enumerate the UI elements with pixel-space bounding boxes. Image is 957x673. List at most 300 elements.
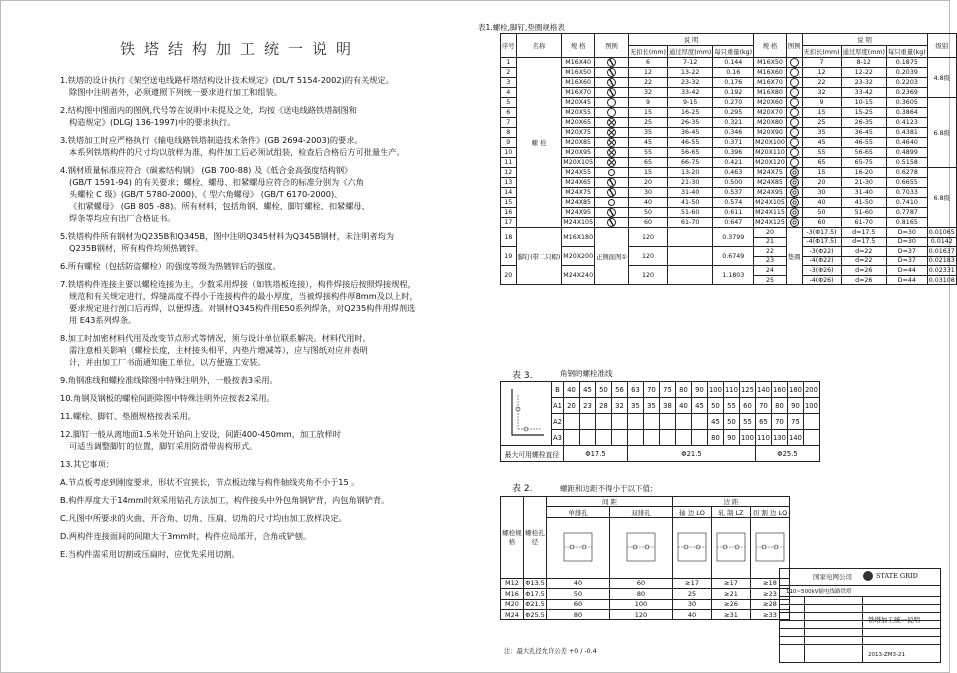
table-cell [579,414,595,430]
bolt-weight: 0.346 [713,128,754,138]
washer-weight: 0.01637 [928,247,955,255]
cell-hole: Φ17.5 [525,589,545,598]
bolt-spec: M24X125 [755,219,785,226]
bolt-nodepth: 15 [802,108,841,118]
bolt-legend-icon [607,108,616,117]
notes-list [60,74,455,566]
table-cell: 100 [803,398,819,414]
legend-cell [786,198,802,208]
bolt-nodepth: 32 [802,88,841,98]
bolt-nodepth: 9 [802,98,841,108]
bolt-grip: 65-75 [841,158,886,168]
bolt-grip: 21-30 [841,178,886,188]
table-cell [803,430,819,446]
bolt-weight: 0.144 [713,58,754,68]
cell-lz: ≥26 [712,599,751,609]
table-row [501,228,957,238]
table-cell: 55 [723,398,739,414]
bolt-weight: 0.5158 [886,158,927,168]
name-bolt: 螺 栓 [516,58,562,228]
col-bolt: 螺栓规格 [501,497,524,579]
bolt-grip: 61-70 [668,218,713,228]
note-line: 要求规定进行剖口后再焊，以便焊透。对钢材Q345构件用E50系列焊条，对Q235构件用焊剂选 [69,303,416,313]
note-line: 4.钢材质量标准应符合《碳素结构钢》 (GB 700-88) 及《低合金高强度结构钢》 [60,165,353,175]
bolt-weight: 0.371 [713,138,754,148]
col-grade: 级别 [927,34,956,58]
bolt-nodepth: 22 [802,78,841,88]
bolt-nodepth: 50 [802,208,841,218]
col-hole: 螺栓孔径 [524,497,547,579]
bolt-weight: 0.611 [713,208,754,218]
bolt-legend-icon [790,88,799,97]
note-line: C.凡图中所要求的火曲、开合角、切角、压扁、切角的尺寸均由加工放样决定。 [60,513,347,523]
bolt-weight: 0.2039 [886,68,927,78]
row-no: 2 [501,68,517,78]
legend-cell [595,128,629,138]
cell-hole: Φ21.5 [525,600,545,609]
table-cell: 75 [787,414,803,430]
bolt-nodepth: 25 [802,118,841,128]
table-cell: 35 [627,398,643,414]
bolt-legend-icon [607,68,616,77]
table-cell: 50 [707,398,723,414]
table-cell: 75 [659,382,675,398]
table-cell [595,414,611,430]
washer-D: D=30 [886,237,927,247]
row-no: 18 [501,228,517,247]
legend-cell [595,148,629,158]
note-item [60,392,455,404]
note-item [60,104,455,128]
bolt-legend-icon [608,199,615,206]
col-single: 单排孔 [547,507,610,517]
bolt-weight: 0.396 [713,148,754,158]
bolt-legend-icon [607,88,616,97]
col-edge: 边 距 [673,497,790,507]
foot-label: 最大可用螺栓直径 [501,446,564,462]
bolt-grip: 21-30 [668,178,713,188]
col-lz: 轧 制 LZ [712,507,751,517]
bolt-nodepth: 25 [628,118,667,128]
washer-d: d=17.5 [841,228,886,238]
washer-no: 21 [754,237,787,247]
bolt-weight: 0.295 [713,108,754,118]
row-no: 12 [501,168,517,178]
note-line: 需注意相关影响（螺栓长度，主材接头相平，内垫片增减等），应与图纸对应并表明 [69,345,368,355]
bolt-spec: M20X45 [562,98,595,108]
table-row [501,108,957,118]
note-line: 2.结构图中图面内的图例,代号等在说明中未提及之处，均按《送电线路铁塔制图和 [60,105,357,115]
table-cell [627,414,643,430]
table-cell: 35 [643,398,659,414]
table-cell [627,430,643,446]
bolt-nodepth: 12 [802,68,841,78]
bolt-nodepth: 6 [628,58,667,68]
legend-cell [786,78,802,88]
washer-weight: 0.02331 [928,266,955,274]
washer-weight: 0.02183 [928,257,955,265]
cell-lq: ≥23 [751,589,790,599]
bolt-spec: M16X50 [562,68,595,78]
state-grid-logo-icon [863,571,873,581]
bolt-grip: 51-60 [841,208,886,218]
note-line: 除图中注明者外，必须遵照下列统一要求进行加工和组装。 [69,87,282,97]
note-line: 13.其它事项： [60,459,114,469]
bolt-nodepth: 35 [802,128,841,138]
bolt-weight: 0.176 [713,78,754,88]
bolt-legend-icon [607,138,616,147]
note-line: B.构件厚度大于14mm时须采用钻孔方法加工，构件接头中外包角钢铲背，内包角钢铲背。 [60,495,390,505]
col-desc: 说 明 [628,34,753,46]
bolt-nodepth: 30 [802,188,841,198]
table-cell: 90 [787,398,803,414]
bolt-grip: 66-75 [668,158,713,168]
bolt-nodepth: 9 [628,98,667,108]
note-line: 5.铁塔构件所有钢材为Q235B和Q345B，图中注明Q345材料为Q345B钢材，未注明者均为 [60,231,395,241]
note-line: 3.铁塔加工时应严格执行《输电线路铁塔制造技术条件》(GB 2694-2003)的要求。 [60,135,363,145]
washer-D: D=30 [886,228,927,238]
legend-cell [595,118,629,128]
cell-hole: Φ13.5 [525,579,545,588]
bolt-grip: 41-50 [668,198,713,208]
legend-cell [786,188,802,198]
table-cell [803,414,819,430]
company-name-en: STATE GRID [876,572,918,580]
note-line: 《扣紧螺母》 (GB 805 -88)。所有材料，包括角钢、螺栓、脚钉螺栓、扣紧螺母、 [69,201,370,211]
pitch-diagram-cell [712,517,751,578]
bolt-grip: 36-45 [841,128,886,138]
table-row [501,178,957,188]
legend-cell [595,178,629,188]
bolt-spec: M16X40 [562,58,595,68]
washer-D: D=44 [886,266,927,276]
legend-cell [595,68,629,78]
row-no: 3 [501,78,517,88]
bolt-weight: 0.500 [713,178,754,188]
step-grip [668,266,713,285]
table-cell [659,430,675,446]
table-row [501,589,790,599]
bolt-spec: M24X95 [754,188,787,198]
cell-single: 80 [547,609,610,619]
bolt-weight: 0.7033 [886,188,927,198]
col-seq: 序号 [501,34,517,58]
washer-d: d=26 [841,275,886,285]
bolt-spec: M16X70 [754,78,787,88]
bolt-nodepth: 15 [628,108,667,118]
bolt-weight: 0.7410 [886,198,927,208]
note-line: 7.铁塔构件连接主要以螺栓连接为主，少数采用焊接（如铁塔板连接），构件焊接后按照焊接规程， [60,279,416,289]
bolt-legend-icon [790,58,799,67]
table-row [501,247,957,257]
row-no: 20 [501,266,517,285]
bolt-spec: M20X110 [755,149,785,156]
bolt-weight: 0.574 [713,198,754,208]
table-cell: 90 [723,430,739,446]
bolt-pitch-table [500,496,790,620]
col-name: 名称 [516,34,562,58]
bolt-legend-icon [790,148,799,157]
step-spec: M16X180 [562,228,595,247]
bolt-weight: 0.6278 [886,168,927,178]
table-row [501,68,957,78]
bolt-spec: M24X105 [563,219,594,226]
legend-cell [786,58,802,68]
col-legend: 图例 [595,34,629,58]
row-no: 16 [501,208,517,218]
table-cell: 110 [755,430,771,446]
table-cell: 200 [803,382,819,398]
bolt-weight: 0.4381 [886,128,927,138]
bolt-weight: 0.2203 [886,78,927,88]
table-cell [611,430,627,446]
cell-single: 40 [547,578,610,588]
note-item [60,494,455,506]
pitch-diagram-cell [547,517,610,578]
bolt-weight: 0.6655 [886,178,927,188]
bolt-spec: M20X60 [754,98,787,108]
washer-D: D=37 [886,256,927,266]
step-nodepth: 120 [628,247,667,266]
col-grip: 通过厚度(mm) [668,46,713,58]
table2-title: 螺距和边距不得小于以下值: [560,484,653,493]
table-row [501,266,957,276]
bolt-spec: M24X85 [754,178,787,188]
row-no: 1 [501,58,517,68]
bolt-grip: 16-25 [668,108,713,118]
note-line: 可适当调整脚钉的位置，脚钉采用防滑带齿构形式。 [69,441,258,451]
bolt-weight: 0.3605 [886,98,927,108]
table-cell [611,414,627,430]
note-item [60,428,455,452]
table3-title: 角钢的螺栓准线 [560,369,613,378]
row-key: A3 [552,430,564,446]
table-row [501,208,957,218]
bolt-nodepth: 32 [628,88,667,98]
bolt-weight: 0.421 [713,158,754,168]
legend-cell [786,68,802,78]
table-row [501,148,957,158]
col-spec: 规 格 [562,34,595,58]
title-block [779,568,941,663]
bolt-spec: M20X55 [562,108,595,118]
bolt-grip: 46-55 [668,138,713,148]
bolt-spec: M24X75 [754,168,787,178]
bolt-grip: 15-25 [841,108,886,118]
col-desc-2: 说 明 [802,34,927,46]
washer-weight: 0.03108 [928,276,955,284]
bolt-weight: 0.270 [713,98,754,108]
table-row [501,88,957,98]
bolt-spec: M24X55 [562,168,595,178]
bolt-grip: 26-35 [668,118,713,128]
bolt-grip: 9-15 [668,98,713,108]
cell-lq: ≥28 [751,599,790,609]
note-line: 计，并由加工厂书面通知施工单位，以方便施工安装。 [69,357,266,367]
cell-lq: ≥33 [751,609,790,619]
drawing-number: 2013-ZM3-21 [868,652,905,658]
step-grip [668,247,713,266]
bolt-grip: 31-40 [668,188,713,198]
cell-double: 100 [610,599,673,609]
table-cell: 70 [643,382,659,398]
bolt-legend-icon [607,148,616,157]
bolt-grip: 46-55 [841,138,886,148]
bolt-grip: 31-40 [841,188,886,198]
bolt-legend-icon [607,188,616,197]
table-cell: 125 [739,382,755,398]
cell-bolt: M12 [501,578,524,588]
table-row [501,78,957,88]
table-row [501,188,957,198]
washer-no: 22 [754,247,787,257]
col-lq: 切 割 边 LQ [751,507,790,517]
bolt-legend-icon [790,108,799,117]
table-row [501,599,790,609]
legend-cell [595,98,629,108]
bolt-grip: 16-20 [841,168,886,178]
note-line: (GB/T 1591-94) 的有关要求；螺栓、螺母、扣紧螺母应符合的标准分别为《六角 [69,177,364,187]
bolt-grip: 7-12 [668,58,713,68]
table-row [501,497,790,507]
bolt-nodepth: 45 [628,138,667,148]
row-key: B [552,382,564,398]
bolt-legend-icon [790,158,799,167]
table-cell: 28 [595,398,611,414]
table-cell [675,414,691,430]
step-weight: 1.1803 [713,266,754,285]
step-spec: M20X200 [562,247,595,266]
table-cell: 38 [659,398,675,414]
washer-d: d=17.5 [841,237,886,247]
table-cell: 100 [707,382,723,398]
bolt-spec-table [500,33,957,285]
washer-label: 垫圈 [786,228,802,285]
table-cell: 20 [563,398,579,414]
step-nodepth: 120 [628,266,667,285]
note-item [60,74,455,98]
table-cell: 63 [627,382,643,398]
table-cell: 45 [691,398,707,414]
table-row [501,382,820,398]
bolt-nodepth: 65 [802,158,841,168]
washer-d: d=22 [841,247,886,257]
legend-cell [786,128,802,138]
bolt-nodepth: 12 [628,68,667,78]
grade: 4.8级 [927,58,956,98]
note-line: 用 E43系列焊条。 [69,315,137,325]
note-line: 头螺栓 C 级》(GB/T 5780-2000)、《 型六角螺母》 (GB/T 6170-2000)、 [69,189,343,199]
table-cell: 140 [787,430,803,446]
washer-spec: -3(Φ17.5) [802,228,841,238]
cell-lo: 40 [673,609,712,619]
legend-cell [595,138,629,148]
table-cell: 130 [771,430,787,446]
table-cell: 80 [707,430,723,446]
bolt-grip: 36-45 [668,128,713,138]
note-item [60,164,455,224]
table-cell: 50 [723,414,739,430]
table-row [501,98,957,108]
bolt-grip: 61-70 [841,218,886,228]
bolt-spec: M16X50 [754,58,787,68]
legend-cell [786,218,802,228]
washer-no: 25 [754,275,787,285]
washer-weight: 0.01065 [928,228,955,236]
bolt-spec: M16X60 [562,78,595,88]
bolt-nodepth: 7 [802,58,841,68]
step-weight: 0.6749 [713,247,754,266]
cell-bolt: M16 [501,589,524,599]
bolt-spec: M20X120 [755,159,785,166]
hole-layout-icon [674,527,710,567]
bolt-grip: 56-65 [841,148,886,158]
bolt-legend-icon [607,218,616,227]
table-cell: 45 [579,382,595,398]
table-cell: 160 [771,382,787,398]
washer-D: D=37 [886,247,927,257]
bolt-grip: 10-15 [841,98,886,108]
table-cell [691,414,707,430]
bolt-legend-icon [607,118,616,127]
washer-no: 20 [754,228,787,238]
row-no: 13 [501,178,517,188]
washer-no: 24 [754,266,787,276]
cell-hole: Φ25.5 [525,610,545,619]
note-line: E.当构件需采用切割或压扁时，应优先采用切割。 [60,549,240,559]
washer-d: d=22 [841,256,886,266]
note-line: 10.角钢及钢板的螺栓间距除图中特殊注明外应按表2采用。 [60,393,275,403]
note-line: Q235B钢材，所有构件均须热镀锌。 [69,243,204,253]
bolt-nodepth: 30 [628,188,667,198]
cell-double: 120 [610,609,673,619]
bolt-legend-icon [790,178,799,187]
note-line: 8.加工时加密材料代用及改变节点形式等情况，须与设计单位联系解决。材料代用时， [60,333,371,343]
row-no: 19 [501,247,517,266]
table-cell [563,414,579,430]
angle-section-icon [504,385,548,441]
legend-cell [786,148,802,158]
legend-cell [786,208,802,218]
foot-cell: Φ21.5 [627,446,755,462]
col-weight: 每只重量(kg) [713,46,754,58]
bolt-legend-icon [790,118,799,127]
bolt-nodepth: 60 [802,218,841,228]
bolt-grip: 12-22 [841,68,886,78]
col-nodepth: 无扣长(mm) [628,46,667,58]
cell-single: 50 [547,589,610,599]
bolt-legend-icon [607,58,616,67]
cell-double: 80 [610,589,673,599]
legend-cell [786,178,802,188]
bolt-legend-icon [790,168,799,177]
bolt-legend-icon [790,188,799,197]
note-item [60,374,455,386]
bolt-nodepth: 15 [802,168,841,178]
legend-cell [786,118,802,128]
note-line: 构造规定》(DLGJ 136-1997)中的要求执行。 [69,117,236,127]
step-grip [668,228,713,247]
table-cell: 56 [611,382,627,398]
pitch-diagram-cell [673,517,712,578]
washer-spec: -3(Φ26) [802,266,841,276]
bolt-grip: 33-42 [841,88,886,98]
washer-no: 23 [754,256,787,266]
col-lo: 轴 边 LO [673,507,712,517]
row-no: 4 [501,88,517,98]
hole-layout-icon [713,527,749,567]
table-cell [643,414,659,430]
